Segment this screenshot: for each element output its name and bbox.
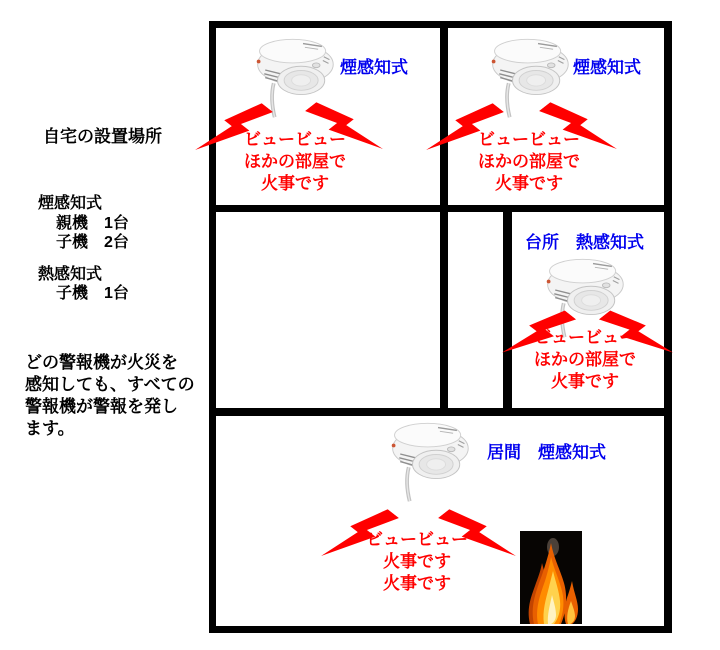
room-type-label: 居間 煙感知式 [487, 443, 606, 462]
alarm-line: 火事です [261, 174, 329, 193]
room-type-label: 台所 熱感知式 [525, 233, 644, 252]
smoke-type-parent-count: 親機 1台 [56, 215, 129, 232]
alarm-line: ほかの部屋で [478, 152, 580, 171]
alarm-line: ビュービュー [478, 130, 580, 149]
note-line-3: 警報機が警報を発し [25, 397, 178, 416]
note-line-2: 感知しても、すべての [25, 375, 195, 394]
wall-vertical-divider [440, 21, 448, 416]
corridor [448, 212, 503, 408]
alarm-line: 火事です [495, 174, 563, 193]
wall-kitchen-left [503, 205, 512, 416]
alarm-line: 火事です [383, 574, 451, 593]
room-top-left [216, 28, 440, 205]
alarm-message [464, 129, 594, 195]
room-kitchen [512, 212, 664, 408]
room-top-right [448, 28, 664, 205]
alarm-message [520, 327, 650, 393]
note-line-4: ます。 [25, 419, 75, 438]
alarm-line: ビュービュー [534, 328, 636, 347]
room-living [216, 416, 664, 626]
room-middle-left-empty [216, 212, 440, 408]
alarm-line: ほかの部屋で [244, 152, 346, 171]
explanation-note [25, 352, 195, 440]
smoke-type-child-count: 子機 2台 [56, 234, 129, 251]
heat-type-heading: 熱感知式 [38, 266, 103, 283]
alarm-line: 火事です [383, 552, 451, 571]
wall-outer-left [209, 21, 216, 633]
alarm-line: ほかの部屋で [534, 350, 636, 369]
smoke-detector-image [387, 420, 472, 505]
room-type-label: 煙感知式 [340, 58, 408, 77]
fire-image [520, 531, 582, 624]
alarm-line: 火事です [551, 372, 619, 391]
wall-outer-right [664, 21, 672, 633]
room-type-label: 煙感知式 [573, 58, 641, 77]
heat-type-child-count: 子機 1台 [56, 285, 129, 302]
smoke-type-heading: 煙感知式 [38, 195, 103, 212]
alarm-message [352, 529, 482, 595]
alarm-line: ビュービュー [244, 130, 346, 149]
diagram-title: 自宅の設置場所 [43, 127, 162, 146]
wall-outer-bottom [209, 626, 672, 633]
note-line-1: どの警報機が火災を [25, 353, 178, 372]
alarm-line: ビュービュー [366, 530, 468, 549]
alarm-message [230, 129, 360, 195]
